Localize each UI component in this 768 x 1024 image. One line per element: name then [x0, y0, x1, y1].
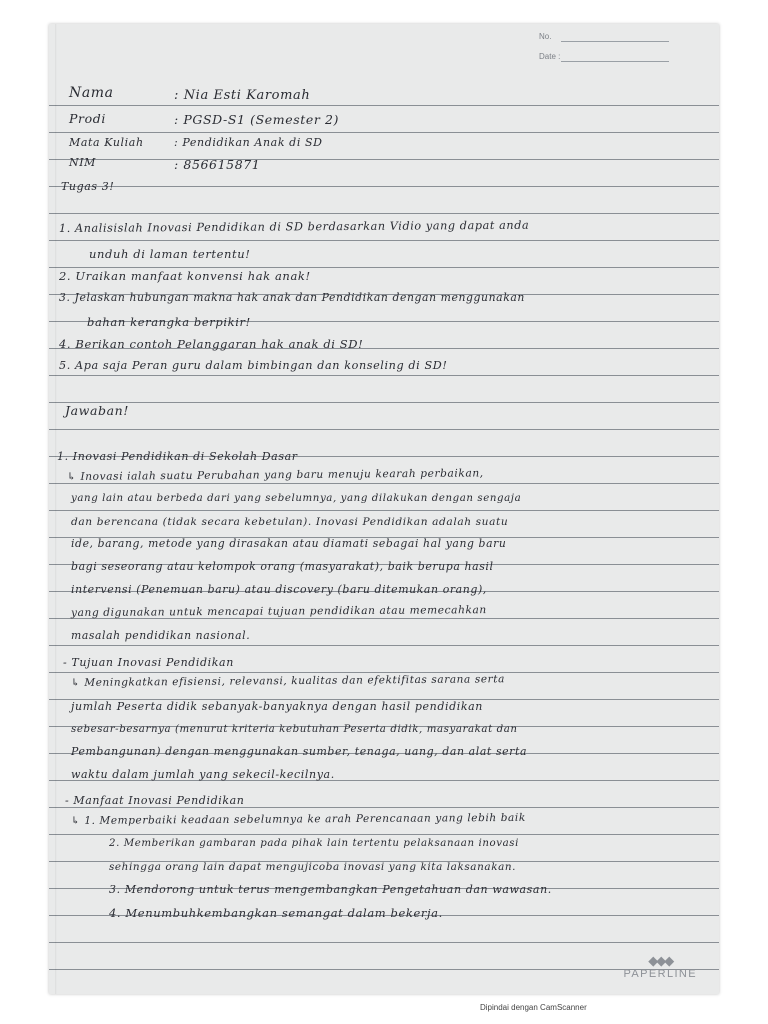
matkul-value: : Pendidikan Anak di SD [174, 136, 323, 149]
brand-name: PAPERLINE [623, 968, 697, 980]
answer-line: jumlah Peserta didik sebanyak-banyaknya dengan hasil pendidikan [71, 700, 483, 713]
tugas-heading: Tugas 3! [61, 180, 115, 193]
task-line: bahan kerangka berpikir! [87, 315, 251, 329]
task-line: 4. Berikan contoh Pelanggaran hak anak di SD! [59, 337, 364, 351]
task-line: unduh di laman tertentu! [89, 247, 251, 261]
paperline-brand [623, 954, 697, 980]
date-label: Date : [539, 52, 561, 61]
answer-line: - Tujuan Inovasi Pendidikan [63, 656, 234, 669]
notebook-page [49, 24, 719, 994]
answer-line: masalah pendidikan nasional. [71, 629, 251, 642]
answer-line: dan berencana (tidak secara kebetulan). Inovasi Pendidikan adalah suatu [71, 516, 509, 528]
no-label: No. [539, 32, 552, 41]
task-line: 3. Jelaskan hubungan makna hak anak dan Pendidikan dengan menggunakan [59, 291, 525, 304]
paperline-logo-icon: ◆◆◆ [648, 953, 673, 968]
nim-label: NIM [69, 156, 97, 169]
answer-line: intervensi (Penemuan baru) atau discovery (baru ditemukan orang), [71, 583, 487, 596]
name-value: : Nia Esti Karomah [174, 88, 311, 103]
answer-line: sebesar-besarnya (menurut kriteria kebutuhan Peserta didik, masyarakat dan [71, 724, 518, 735]
answer-line: sehingga orang lain dapat mengujicoba inovasi yang kita laksanakan. [109, 861, 517, 873]
no-field [539, 32, 551, 41]
task-line: 1. Analisislah Inovasi Pendidikan di SD berdasarkan Vidio yang dapat anda [58, 218, 530, 235]
answer-line: Pembangunan) dengan menggunakan sumber, tenaga, uang, dan alat serta [71, 745, 528, 758]
answer-line: - Manfaat Inovasi Pendidikan [65, 794, 245, 807]
answer-line: 2. Memberikan gambaran pada pihak lain tertentu pelaksanaan inovasi [109, 838, 519, 849]
name-label: Nama [69, 85, 114, 101]
nim-value: : 856615871 [174, 157, 261, 172]
prodi-value: : PGSD-S1 (Semester 2) [174, 112, 340, 127]
answer-line: 4. Menumbuhkembangkan semangat dalam bekerja. [109, 906, 443, 920]
prodi-label: Prodi [69, 111, 106, 126]
answer-line: yang digunakan untuk mencapai tujuan pendidikan atau memecahkan [70, 604, 487, 619]
answer-line: yang lain atau berbeda dari yang sebelumnya, yang dilakukan dengan sengaja [71, 493, 522, 504]
answer-line: 1. Inovasi Pendidikan di Sekolah Dasar [57, 450, 298, 463]
answer-line: waktu dalam jumlah yang sekecil-kecilnya. [71, 768, 335, 781]
task-line: 2. Uraikan manfaat konvensi hak anak! [59, 269, 311, 283]
task-line: 5. Apa saja Peran guru dalam bimbingan dan konseling di SD! [59, 359, 448, 372]
answer-line: 3. Mendorong untuk terus mengembangkan Pengetahuan dan wawasan. [109, 883, 552, 896]
matkul-label: Mata Kuliah [69, 136, 144, 149]
answer-line: bagi seseorang atau kelompok orang (masyarakat), baik berupa hasil [71, 560, 494, 573]
scanner-footer: Dipindai dengan CamScanner [480, 1003, 587, 1012]
answer-line: ↳ 1. Memperbaiki keadaan sebelumnya ke arah Perencanaan yang lebih baik [70, 811, 526, 827]
answer-line: ↳ Inovasi ialah suatu Perubahan yang baru menuju kearah perbaikan, [66, 467, 484, 483]
date-field [539, 52, 560, 61]
answer-line: ↳ Meningkatkan efisiensi, relevansi, kualitas dan efektifitas sarana serta [70, 673, 505, 689]
answer-line: ide, barang, metode yang dirasakan atau diamati sebagai hal yang baru [71, 537, 507, 550]
answer-heading: Jawaban! [65, 403, 129, 418]
